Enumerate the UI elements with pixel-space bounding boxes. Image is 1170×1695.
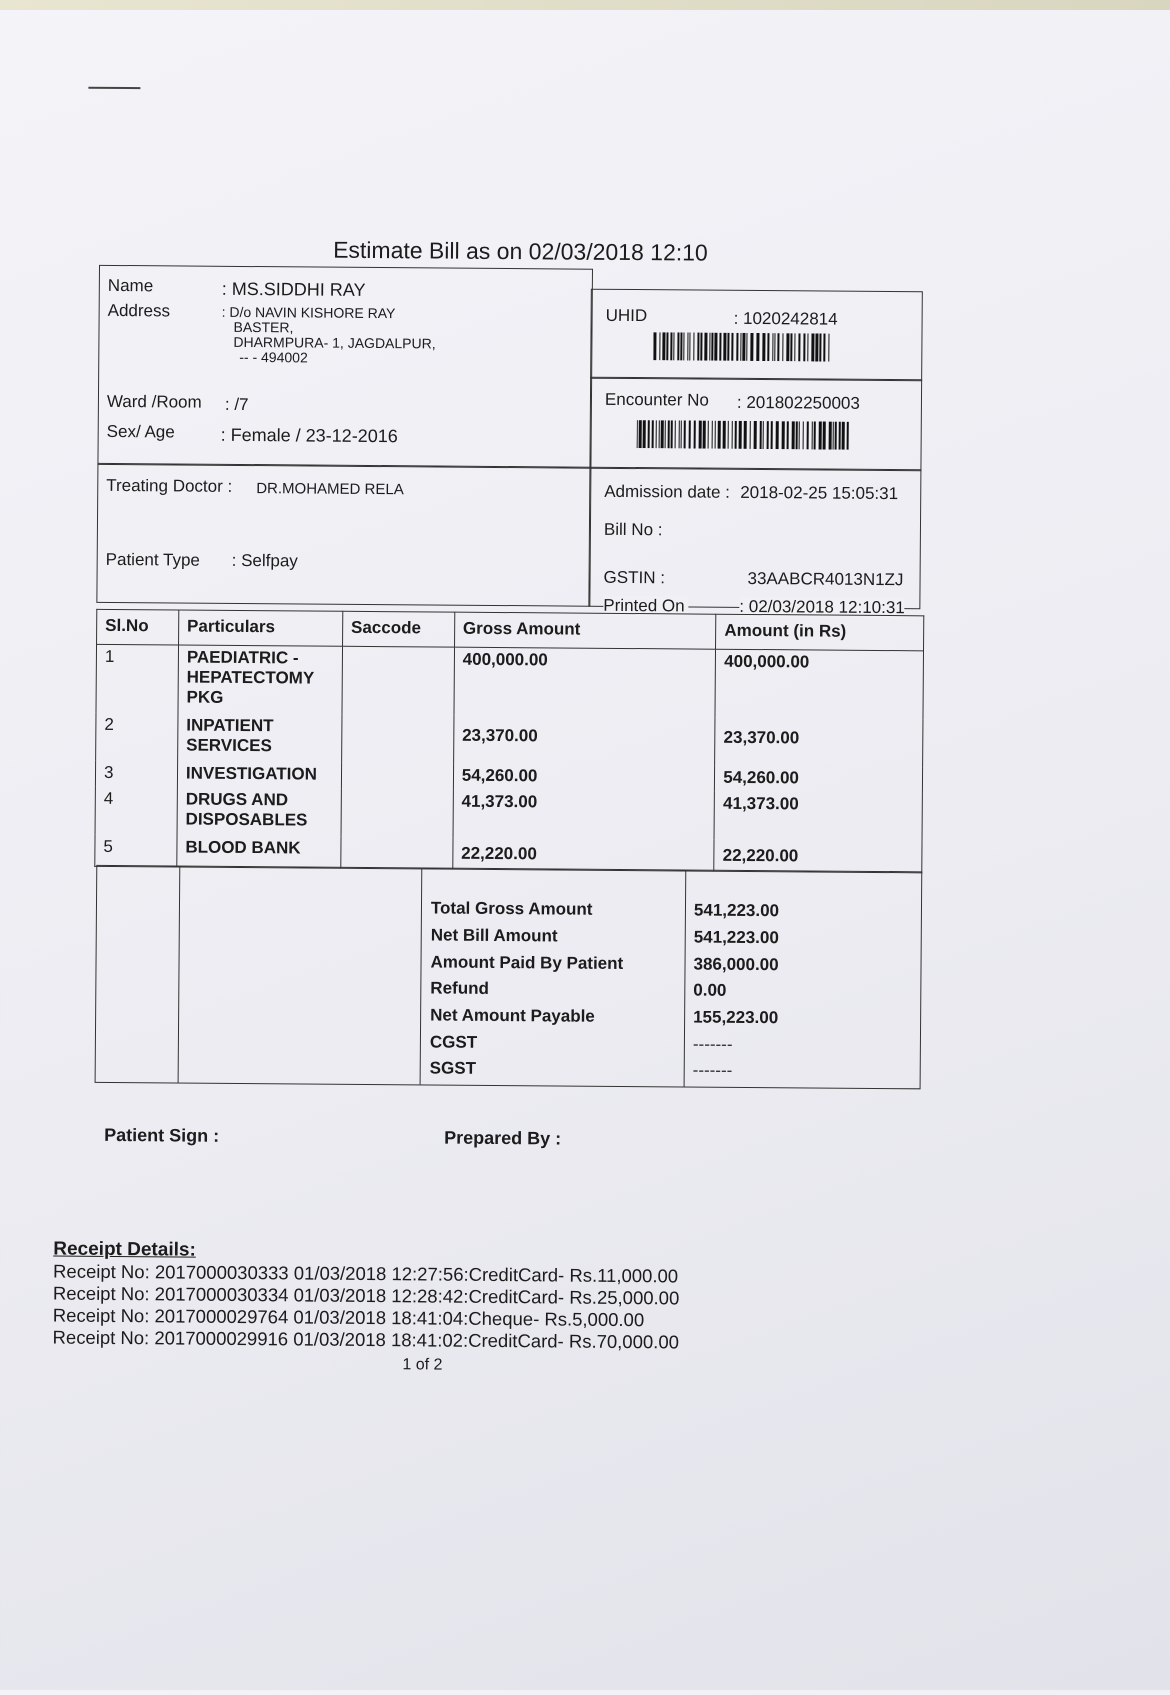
doctor-info-box: [96, 463, 591, 607]
barcode-bar: [656, 420, 657, 448]
barcode-bar: [756, 333, 759, 361]
barcode-bar: [659, 420, 660, 448]
barcode-bar: [774, 333, 775, 361]
barcode-bar: [833, 422, 834, 450]
barcode-bar: [675, 420, 676, 448]
sexage-value: : Female / 23-12-2016: [220, 424, 398, 447]
doctor-value: DR.MOHAMED RELA: [256, 480, 404, 499]
barcode-bar: [803, 421, 804, 449]
divider: [178, 866, 181, 1082]
cell-saccode: [341, 762, 453, 789]
barcode-bar: [666, 332, 668, 360]
ward-value: : /7: [224, 394, 249, 415]
barcode-bar: [763, 421, 764, 449]
barcode-bar: [704, 333, 707, 361]
barcode-bar: [828, 334, 829, 362]
barcode-bar: [777, 333, 779, 361]
barcode-bar: [750, 421, 751, 449]
barcode-bar: [803, 333, 805, 361]
barcode-bar: [719, 333, 721, 361]
barcode-bar: [796, 421, 798, 449]
address-label: Address: [107, 300, 171, 321]
bill-items-table: [94, 609, 924, 873]
bill-title: Estimate Bill as on 02/03/2018 12:10: [333, 236, 708, 266]
amount-paid-value: 386,000.00: [693, 954, 779, 975]
gstin-value: 33AABCR4013N1ZJ: [747, 568, 904, 590]
totals-box: [95, 865, 923, 1089]
barcode-bar: [750, 333, 753, 361]
printed-label: Printed On: [603, 596, 688, 617]
barcode-bar: [665, 420, 666, 448]
sexage-label: Sex/ Age: [106, 421, 175, 442]
cell-particulars: INVESTIGATION: [177, 761, 341, 788]
uhid-label: UHID: [605, 305, 648, 326]
refund-value: 0.00: [693, 980, 727, 1000]
barcode-bar: [829, 422, 832, 450]
cell-gross: 41,373.00: [453, 789, 715, 839]
net-payable-value: 155,223.00: [693, 1007, 779, 1028]
patient-info-box: [97, 265, 593, 469]
barcode-bar: [790, 333, 792, 361]
cell-particulars: BLOOD BANK: [177, 835, 341, 868]
net-bill-label: Net Bill Amount: [430, 925, 558, 946]
net-bill-value: 541,223.00: [693, 927, 779, 948]
barcode-bar: [703, 421, 706, 449]
barcode-bar: [767, 421, 769, 449]
barcode-bar: [693, 333, 694, 361]
barcode-bar: [689, 420, 691, 448]
barcode-bar: [798, 333, 800, 361]
uhid-barcode: [653, 332, 833, 361]
barcode-bar: [736, 333, 738, 361]
barcode-bar: [637, 420, 638, 448]
barcode-bar: [807, 333, 808, 361]
barcode-bar: [723, 333, 726, 361]
barcode-bar: [711, 333, 713, 361]
prepared-by-label: Prepared By :: [444, 1127, 562, 1149]
barcode-bar: [754, 421, 757, 449]
name-value: : MS.SIDDHI RAY: [221, 278, 366, 300]
receipt-line: Receipt No: 2017000030333 01/03/2018 12:27:56:CreditCard- Rs.11,000.00: [53, 1260, 679, 1287]
sgst-label: SGST: [429, 1058, 477, 1078]
name-label: Name: [107, 275, 154, 296]
total-gross-value: 541,223.00: [693, 900, 780, 921]
barcode-bar: [742, 333, 745, 361]
barcode-bar: [709, 333, 710, 361]
cell-amount: 54,260.00: [715, 765, 923, 793]
barcode-bar: [799, 421, 800, 449]
barcode-bar: [767, 333, 769, 361]
cell-gross: 54,260.00: [453, 763, 715, 791]
pen-mark: [88, 87, 140, 89]
receipt-line: Receipt No: 2017000029916 01/03/2018 18:41:02:CreditCard- Rs.70,000.00: [52, 1326, 680, 1353]
barcode-bar: [677, 332, 679, 360]
barcode-bar: [653, 332, 656, 360]
barcode-bar: [735, 421, 737, 449]
receipt-details-heading: Receipt Details:: [53, 1238, 196, 1261]
receipt-line: Receipt No: 2017000029764 01/03/2018 18:41:04:Cheque- Rs.5,000.00: [52, 1304, 645, 1331]
cell-gross: 22,220.00: [453, 837, 715, 871]
gstin-label: GSTIN :: [603, 567, 666, 588]
cell-amount: 23,370.00: [715, 717, 923, 767]
cell-saccode: [341, 788, 453, 837]
barcode-bar: [699, 421, 702, 449]
barcode-bar: [782, 333, 783, 361]
cell-saccode: [341, 836, 453, 869]
barcode-bar: [776, 421, 779, 449]
barcode-bar: [643, 420, 646, 448]
cgst-value: -------: [692, 1034, 733, 1054]
barcode-bar: [811, 333, 814, 361]
barcode-bar: [842, 422, 845, 450]
encounter-box: [589, 377, 922, 472]
barcode-bar: [739, 421, 742, 449]
address-line-4: -- - 494002: [239, 348, 308, 366]
printed-value: : 02/03/2018 12:10:31: [739, 596, 905, 618]
barcode-bar: [732, 421, 733, 449]
barcode-bar: [814, 421, 816, 449]
col-header-saccode: Saccode: [342, 611, 454, 647]
barcode-bar: [782, 421, 785, 449]
sgst-value: -------: [692, 1060, 733, 1080]
refund-label: Refund: [430, 978, 489, 998]
cell-amount: 400,000.00: [715, 649, 923, 719]
amount-paid-label: Amount Paid By Patient: [430, 952, 624, 973]
barcode-bar: [687, 332, 688, 360]
barcode-bar: [823, 422, 826, 450]
barcode-bar: [714, 333, 717, 361]
receipt-line: Receipt No: 2017000030334 01/03/2018 12:28:42:CreditCard- Rs.25,000.00: [52, 1282, 680, 1309]
barcode-bar: [684, 420, 686, 448]
barcode-bar: [700, 333, 702, 361]
cell-slno: 5: [95, 834, 177, 867]
encounter-label: Encounter No: [604, 389, 709, 410]
barcode-bar: [662, 332, 665, 360]
cell-particulars: INPATIENT SERVICES: [178, 713, 342, 762]
barcode-bar: [648, 420, 650, 448]
barcode-bar: [681, 420, 682, 448]
cell-particulars: PAEDIATRIC - HEPATECTOMY PKG: [178, 645, 342, 714]
patient-sign-label: Patient Sign :: [104, 1124, 220, 1146]
barcode-bar: [819, 333, 821, 361]
barcode-bar: [727, 333, 729, 361]
admission-box: [588, 467, 921, 618]
barcode-bar: [731, 333, 733, 361]
col-header-amount: Amount (in Rs): [716, 614, 924, 651]
barcode-bar: [689, 332, 690, 360]
col-header-slno: Sl.No: [97, 609, 179, 645]
barcode-bar: [786, 333, 789, 361]
barcode-bar: [680, 332, 682, 360]
cell-slno: 1: [96, 644, 178, 713]
barcode-bar: [812, 421, 813, 449]
address-line-2: BASTER,: [233, 318, 294, 336]
total-gross-label: Total Gross Amount: [430, 898, 593, 919]
barcode-bar: [819, 421, 822, 449]
barcode-bar: [673, 332, 674, 360]
cell-gross: 400,000.00: [454, 647, 716, 717]
net-payable-label: Net Amount Payable: [430, 1005, 595, 1026]
barcode-bar: [787, 421, 789, 449]
barcode-bar: [671, 420, 673, 448]
barcode-bar: [794, 333, 795, 361]
barcode-bar: [659, 332, 660, 360]
barcode-bar: [792, 421, 795, 449]
cell-particulars: DRUGS AND DISPOSABLES: [177, 787, 341, 836]
cell-slno: 3: [95, 760, 177, 787]
divider: [684, 870, 687, 1086]
barcode-bar: [772, 333, 773, 361]
ward-label: Ward /Room: [106, 391, 202, 412]
barcode-bar: [639, 420, 642, 448]
address-line-1: : D/o NAVIN KISHORE RAY: [221, 303, 396, 322]
barcode-bar: [762, 333, 765, 361]
barcode-bar: [712, 421, 713, 449]
barcode-bar: [728, 421, 729, 449]
admission-label: Admission date :: [604, 481, 731, 502]
cell-gross: 23,370.00: [453, 715, 715, 765]
cell-saccode: [342, 646, 454, 715]
table-row: [96, 644, 924, 718]
barcode-bar: [807, 421, 809, 449]
barcode-bar: [723, 421, 726, 449]
barcode-bar: [815, 333, 818, 361]
barcode-bar: [760, 421, 762, 449]
barcode-bar: [652, 420, 654, 448]
barcode-bar: [746, 333, 747, 361]
barcode-bar: [835, 422, 837, 450]
table-row: [95, 786, 922, 840]
barcode-bar: [697, 333, 699, 361]
patient-type-label: Patient Type: [105, 549, 200, 570]
address-line-3: DHARMPURA- 1, JAGDALPUR,: [233, 333, 436, 352]
cgst-label: CGST: [429, 1032, 478, 1052]
cell-amount: 22,220.00: [714, 839, 922, 873]
divider: [420, 868, 423, 1084]
cell-slno: 2: [96, 712, 178, 761]
barcode-bar: [694, 421, 696, 449]
encounter-value: : 201802250003: [736, 392, 860, 413]
admission-value: 2018-02-25 15:05:31: [740, 482, 899, 504]
uhid-value: : 1020242814: [733, 308, 838, 329]
cell-amount: 41,373.00: [714, 791, 922, 841]
barcode-bar: [670, 332, 672, 360]
table-row: [96, 712, 923, 766]
barcode-bar: [661, 420, 664, 448]
barcode-bar: [683, 332, 684, 360]
patient-type-value: : Selfpay: [231, 550, 298, 571]
barcode-bar: [679, 420, 680, 448]
barcode-bar: [823, 334, 825, 362]
barcode-bar: [718, 421, 721, 449]
barcode-bar: [715, 421, 716, 449]
billno-label: Bill No :: [603, 519, 663, 540]
col-header-gross: Gross Amount: [454, 612, 716, 649]
barcode-bar: [771, 421, 773, 449]
barcode-bar: [708, 421, 709, 449]
doctor-label: Treating Doctor :: [106, 475, 233, 496]
barcode-bar: [847, 422, 849, 450]
barcode-bar: [839, 422, 841, 450]
page-number: 1 of 2: [402, 1356, 443, 1374]
uhid-box: [590, 289, 923, 382]
cell-slno: 4: [95, 786, 177, 835]
cell-saccode: [341, 714, 453, 763]
encounter-barcode: [637, 420, 851, 450]
barcode-bar: [740, 333, 741, 361]
barcode-bar: [744, 421, 747, 449]
barcode-bar: [668, 420, 670, 448]
col-header-particulars: Particulars: [178, 610, 342, 646]
